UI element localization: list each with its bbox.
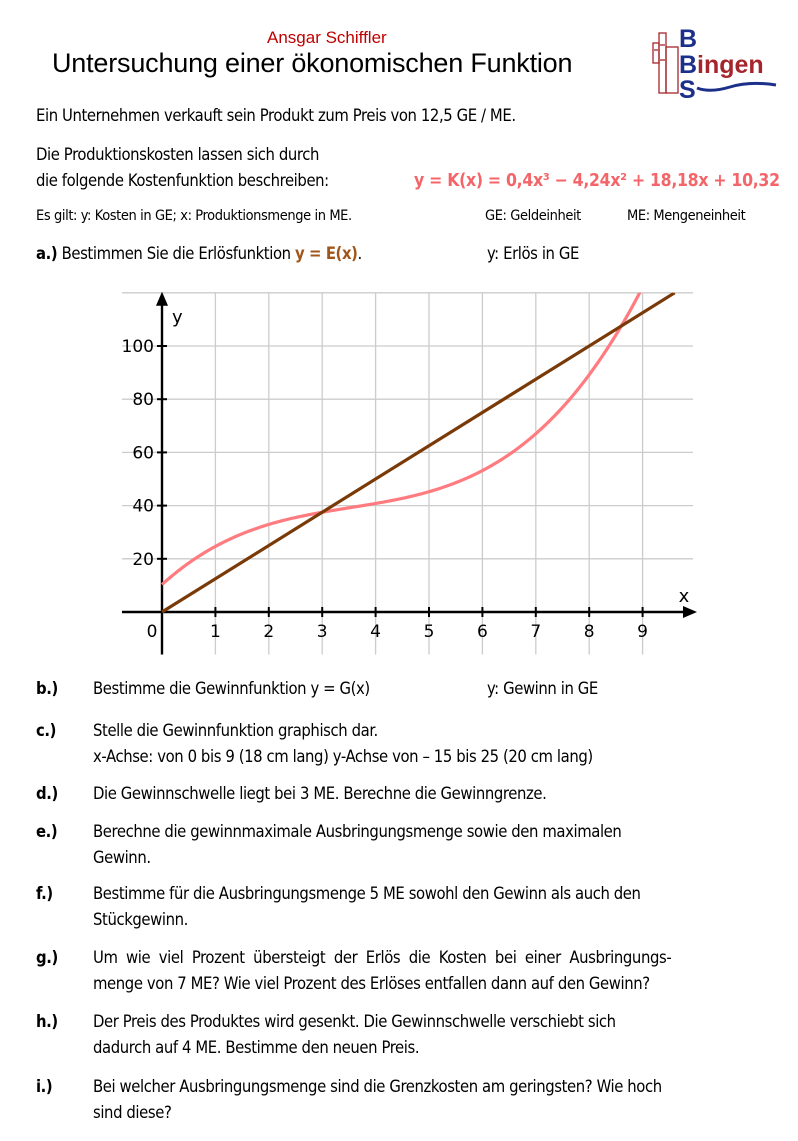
y-axis-arrow-icon	[156, 292, 168, 306]
task-text-line: Bestimme für die Ausbringungsmenge 5 ME sowohl den Gewinn als auch den	[93, 884, 641, 903]
y-tick-label: 40	[132, 496, 154, 517]
task-text-line: Stückgewinn.	[93, 910, 188, 929]
task-note: y: Gewinn in GE	[487, 679, 598, 698]
logo-letter-s: S	[679, 76, 696, 100]
x-tick-label: 6	[476, 622, 488, 642]
x-tick-label: 4	[370, 622, 382, 642]
logo-word: ingen	[697, 51, 764, 79]
y-axis-label: y	[172, 306, 183, 328]
task-text-line: sind diese?	[93, 1103, 172, 1122]
x-tick-label: 0	[146, 622, 158, 642]
task-a-note: y: Erlös in GE	[487, 244, 579, 263]
ge-definition: GE: Geldeinheit	[485, 208, 581, 224]
task-text-line: Um wie viel Prozent übersteigt der Erlös die Kosten bei einer Ausbringungs-	[93, 948, 672, 967]
task-label: i.)	[36, 1077, 53, 1096]
chart-labels	[122, 307, 690, 642]
x-axis-label: x	[678, 586, 690, 607]
intro-cost-text-2: die folgende Kostenfunktion beschreiben:	[36, 171, 329, 190]
task-text-line: Berechne die gewinnmaximale Ausbringungsmenge sowie den maximalen	[93, 822, 622, 841]
task-text-line: dadurch auf 4 ME. Bestimme den neuen Preis.	[93, 1038, 420, 1057]
task-label: b.)	[36, 679, 58, 698]
me-definition: ME: Mengeneinheit	[627, 208, 746, 224]
x-axis-arrow-icon	[683, 606, 697, 618]
page-title: Untersuchung einer ökonomischen Funktion	[52, 48, 573, 78]
task-text-line: Die Gewinnschwelle liegt bei 3 ME. Berechne die Gewinngrenze.	[93, 784, 547, 803]
author-name: Ansgar Schiffler	[267, 28, 387, 47]
revenue-function-label: y = E(x)	[294, 244, 358, 263]
x-tick-label: 2	[263, 622, 275, 642]
task-text-line: Bei welcher Ausbringungsmenge sind die Grenzkosten am geringsten? Wie hoch	[93, 1077, 662, 1096]
task-label: e.)	[36, 822, 58, 841]
task-text-line: Der Preis des Produktes wird gesenkt. Die Gewinnschwelle verschiebt sich	[93, 1012, 616, 1031]
cost-function-formula: y = K(x) = 0,4x³ − 4,24x² + 18,18x + 10,32	[414, 171, 780, 191]
logo-letter-b2: B	[679, 51, 698, 79]
task-a-label: a.)	[36, 244, 58, 263]
task-text-line: Gewinn.	[93, 848, 151, 867]
task-label: d.)	[36, 784, 58, 803]
task-label: f.)	[36, 884, 53, 903]
task-text-line: menge von 7 ME? Wie viel Prozent des Erlöses entfallen dann auf den Gewinn?	[93, 974, 650, 993]
x-tick-label: 8	[583, 622, 595, 642]
x-tick-label: 1	[209, 622, 221, 642]
x-tick-label: 9	[637, 622, 649, 642]
task-text-line: Bestimme die Gewinnfunktion y = G(x)	[93, 679, 370, 698]
task-label: g.)	[36, 948, 58, 967]
x-tick-label: 7	[530, 622, 542, 642]
variable-legend: Es gilt: y: Kosten in GE; x: Produktionsmenge in ME.	[36, 208, 352, 224]
cost-function-curve	[162, 254, 659, 584]
logo-letter-b1: B	[679, 25, 698, 53]
y-tick-label: 60	[132, 443, 154, 464]
task-a-text: Bestimmen Sie die Erlösfunktion	[61, 244, 295, 263]
task-label: h.)	[36, 1012, 58, 1031]
intro-price-text: Ein Unternehmen verkauft sein Produkt zum Preis von 12,5 GE / ME.	[36, 106, 516, 125]
x-tick-label: 5	[423, 622, 435, 642]
y-tick-label: 20	[132, 549, 154, 570]
y-tick-label: 80	[132, 390, 154, 411]
x-tick-label: 3	[316, 622, 328, 642]
task-text-line: x-Achse: von 0 bis 9 (18 cm lang) y-Achse von – 15 bis 25 (20 cm lang)	[93, 747, 593, 766]
intro-cost-text-1: Die Produktionskosten lassen sich durch	[36, 145, 320, 164]
task-a-period: .	[357, 244, 362, 263]
task-text-line: Stelle die Gewinnfunktion graphisch dar.	[93, 721, 378, 740]
task-label: c.)	[36, 721, 57, 740]
y-tick-label: 100	[121, 337, 154, 357]
